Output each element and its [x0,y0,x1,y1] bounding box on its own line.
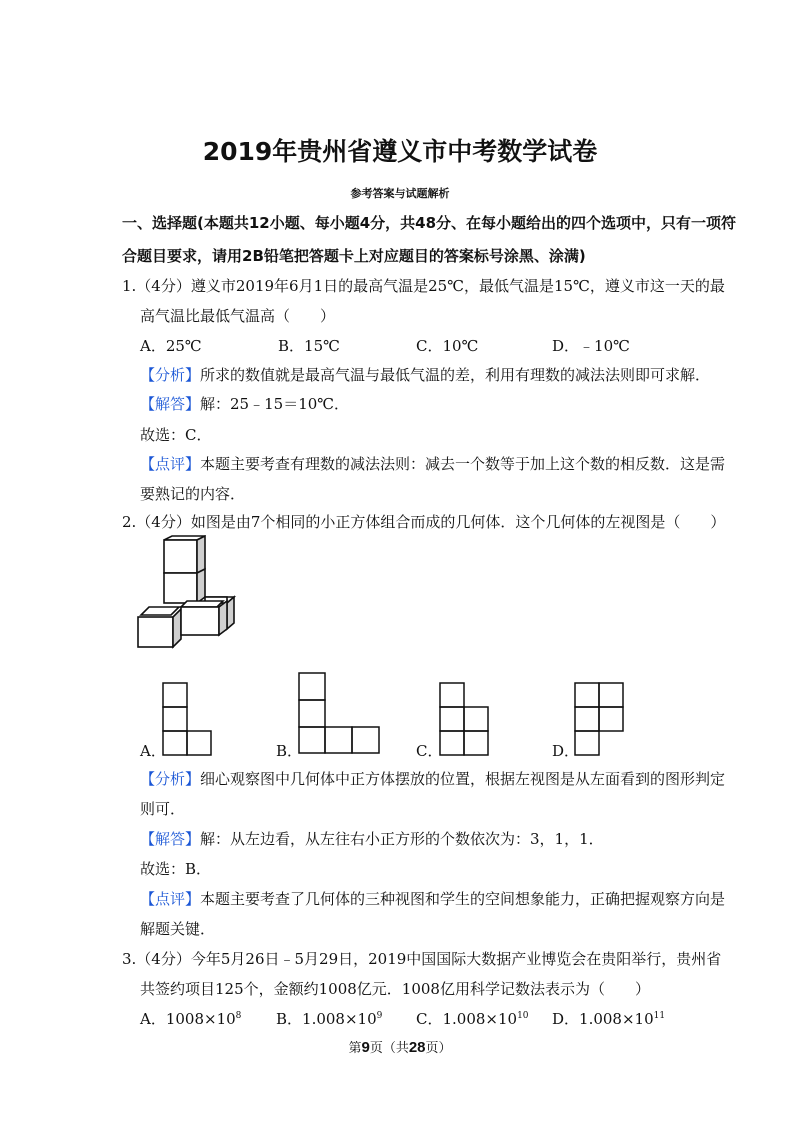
q1-option-b: B．15℃ [278,337,340,355]
q1-option-a: A．25℃ [140,337,202,355]
analysis-text: 细心观察图中几何体中正方体摆放的位置，根据左视图是从左面看到的图形判定 [200,770,726,788]
q2-analysis-line2: 则可． [140,800,186,818]
option-exponent: 8 [235,1011,242,1021]
option-base: C．1.008×10 [416,1010,518,1028]
q2-stem: 2.（4分）如图是由7个相同的小正方体组合而成的几何体．这个几何体的左视图是（ ） [122,513,726,531]
q1-choice: 故选：C． [140,426,212,444]
answer-text: 解：从左边看，从左往右小正方形的个数依次为：3，1，1． [200,830,604,848]
analysis-tag: 【分析】 [140,366,201,384]
q3-option-d [552,1008,665,1029]
q1-option-d: D．﹣10℃ [552,337,630,355]
section-heading-line1: 一、选择题(本题共12小题、每小题4分，共48分、在每小题给出的四个选项中，只有一项符 [122,214,737,232]
solid-figure [135,535,240,650]
q1-comment-line2: 要熟记的内容． [140,485,246,503]
q2-option-a-view [162,682,214,756]
comment-tag: 【点评】 [140,455,201,473]
page-title: 2019年贵州省遵义市中考数学试卷 [202,137,598,166]
q2-answer [140,828,604,849]
option-base: A．1008×10 [140,1010,236,1028]
comment-text: 本题主要考查有理数的减法法则：减去一个数等于加上这个数的相反数．这是需 [200,455,726,473]
q2-option-d-view [574,682,624,756]
q2-comment [140,888,725,909]
q3-option-b [276,1008,382,1029]
page-footer [0,1037,800,1056]
q3-option-a [140,1008,241,1029]
analysis-tag: 【分析】 [140,770,201,788]
option-exponent: 11 [653,1011,666,1021]
q3-stem-line2: 共签约项目125个，金额约1008亿元．1008亿用科学记数法表示为（ ） [140,980,650,998]
option-exponent: 10 [517,1011,529,1021]
footer-suffix: 页） [425,1041,452,1056]
footer-page-number: 9 [361,1039,370,1056]
q2-choice: 故选：B． [140,860,212,878]
section-heading-line2: 合题目要求，请用2B铅笔把答题卡上对应题目的答案标号涂黑、涂满) [122,247,586,265]
q1-answer [140,393,349,414]
q1-analysis [140,364,710,385]
q2-option-c: C． [416,742,443,760]
comment-tag: 【点评】 [140,890,201,908]
analysis-text: 所求的数值就是最高气温与最低气温的差，利用有理数的减法法则即可求解． [200,366,711,384]
q1-stem-line2: 高气温比最低气温高（ ） [140,307,336,325]
q3-option-c [416,1008,529,1029]
q2-comment-line2: 解题关键． [140,920,216,938]
q2-option-a: A． [140,742,166,760]
answer-tag: 【解答】 [140,395,201,413]
comment-text: 本题主要考查了几何体的三种视图和学生的空间想象能力，正确把握观察方向是 [200,890,726,908]
q1-comment [140,453,725,474]
q2-option-b: B． [276,742,303,760]
q1-option-c: C．10℃ [416,337,479,355]
q1-stem-line1: 1.（4分）遵义市2019年6月1日的最高气温是25℃，最低气温是15℃，遵义市这一天的最 [122,277,725,295]
footer-middle: 页（共 [369,1041,409,1056]
page-subtitle: 参考答案与试题解析 [350,187,450,200]
answer-text: 解：25﹣15＝10℃． [200,395,350,413]
q2-option-b-view [298,672,382,754]
q2-analysis [140,768,725,789]
option-base: D．1.008×10 [552,1010,654,1028]
footer-total-pages: 28 [408,1039,426,1056]
option-base: B．1.008×10 [276,1010,377,1028]
footer-prefix: 第 [348,1041,362,1056]
q3-stem-line1: 3.（4分）今年5月26日﹣5月29日，2019中国国际大数据产业博览会在贵阳举行，贵州省 [122,950,722,968]
q2-option-d: D． [552,742,580,760]
answer-tag: 【解答】 [140,830,201,848]
q2-option-c-view [439,682,489,756]
option-exponent: 9 [376,1011,383,1021]
